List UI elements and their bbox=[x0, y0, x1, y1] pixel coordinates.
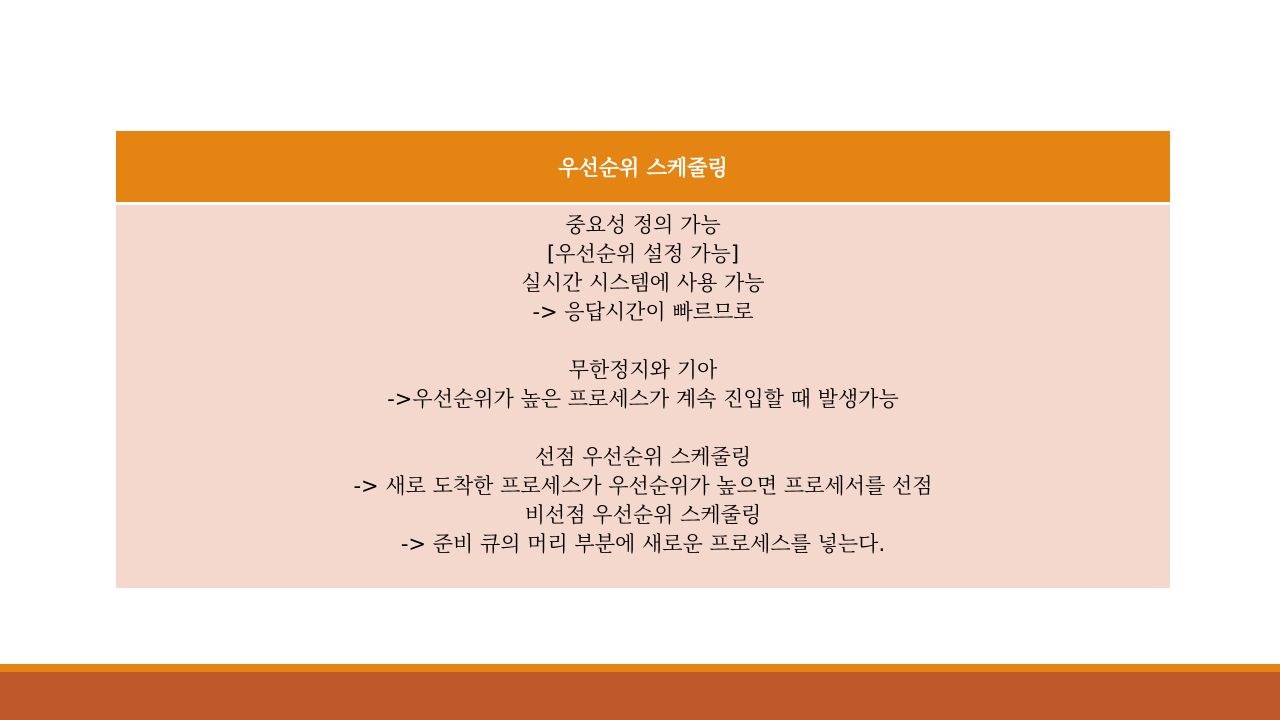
table-body-line: 중요성 정의 가능 bbox=[565, 213, 721, 237]
table-body-line: -> 준비 큐의 머리 부분에 새로운 프로세스를 넣는다. bbox=[400, 532, 886, 556]
footer-accent-stripe bbox=[0, 664, 1280, 672]
table-body-line: [우선순위 설정 가능] bbox=[546, 242, 740, 266]
table-body-line: 선점 우선순위 스케줄링 bbox=[534, 445, 752, 469]
table-body-line: 무한정지와 기아 bbox=[568, 358, 718, 382]
table-body-line: 실시간 시스템에 사용 가능 bbox=[521, 271, 765, 295]
table-body-line: -> 새로 도착한 프로세스가 우선순위가 높으면 프로세서를 선점 bbox=[353, 474, 933, 498]
table-body-line bbox=[116, 414, 1170, 443]
table-body bbox=[116, 205, 1170, 588]
table-body-line: ->우선순위가 높은 프로세스가 계속 진입할 때 발생가능 bbox=[387, 387, 899, 411]
table-body-line: -> 응답시간이 빠르므로 bbox=[532, 300, 754, 324]
footer-band bbox=[0, 672, 1280, 720]
table-header-title: 우선순위 스케줄링 bbox=[558, 155, 728, 180]
table-header bbox=[116, 131, 1170, 205]
table-body-line bbox=[116, 327, 1170, 356]
table-body-line: 비선점 우선순위 스케줄링 bbox=[524, 503, 762, 527]
content-table bbox=[116, 131, 1170, 588]
